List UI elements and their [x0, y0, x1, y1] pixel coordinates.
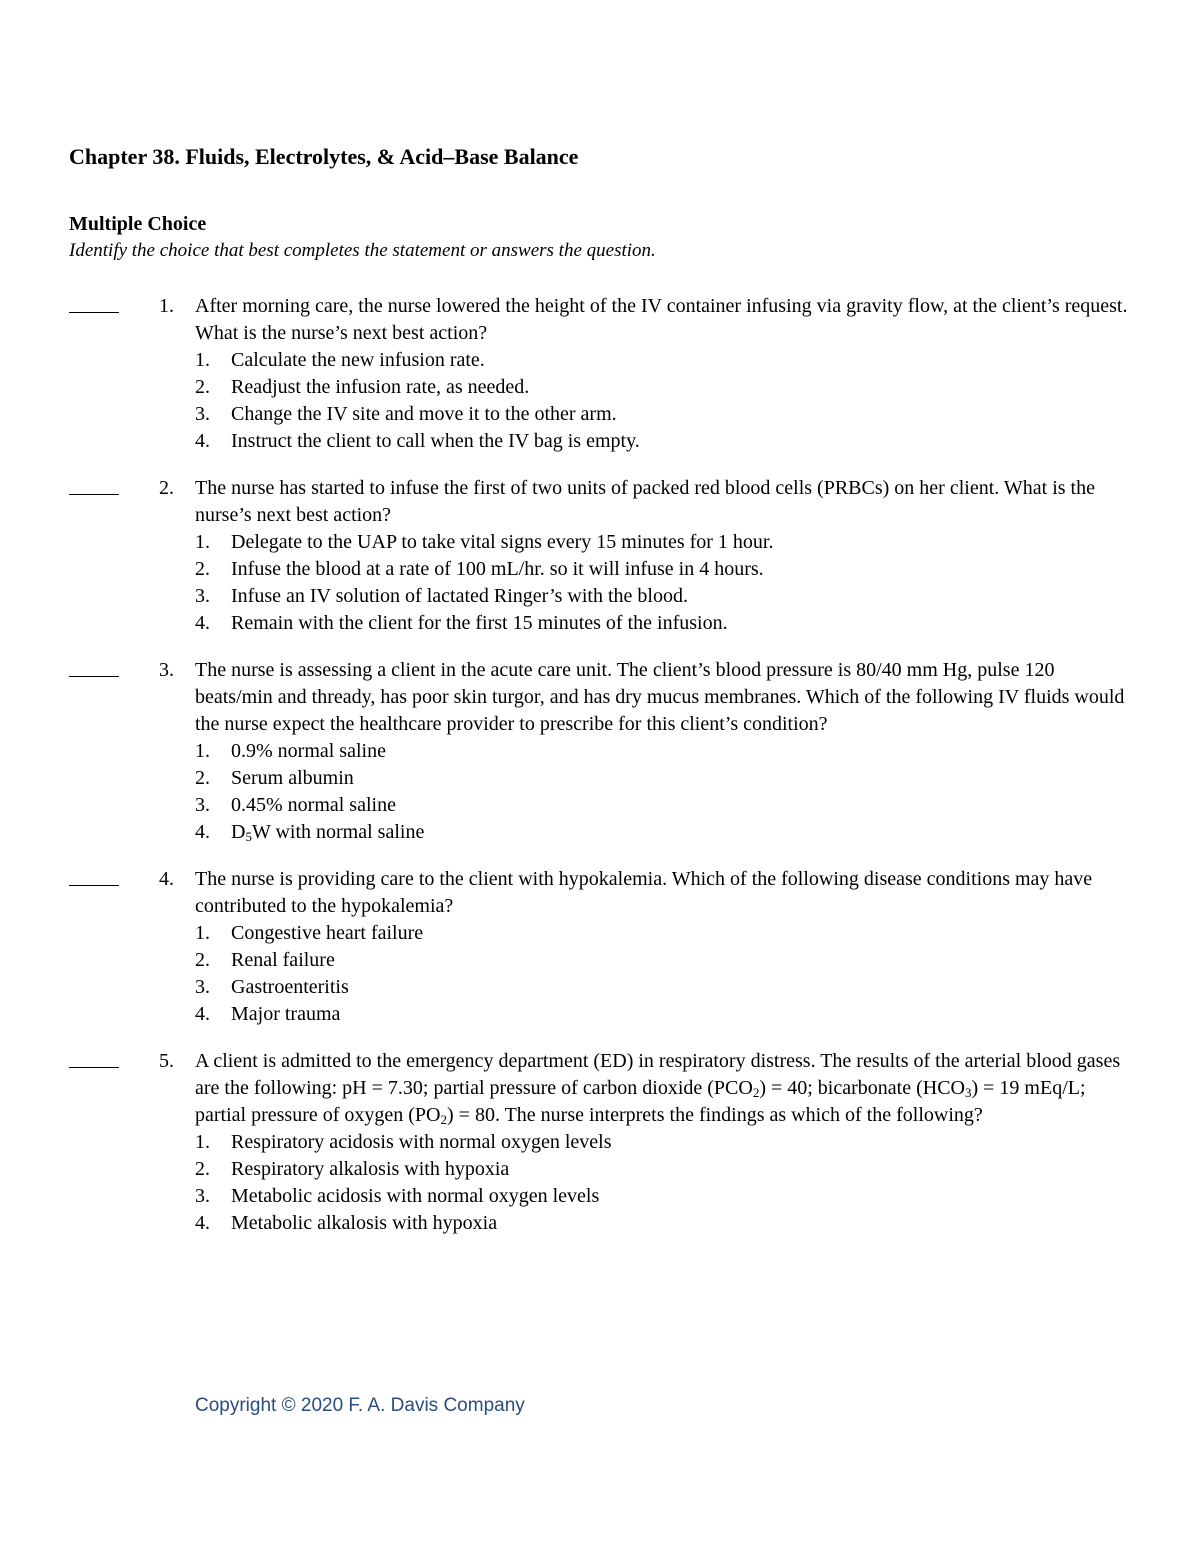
option-number: 2.	[195, 376, 210, 398]
option-number: 1.	[195, 922, 210, 944]
answer-option[interactable]	[195, 529, 1130, 556]
answer-option[interactable]	[195, 347, 1130, 374]
answer-options	[195, 738, 1130, 846]
question-stem	[195, 1048, 1130, 1129]
option-number: 4.	[195, 821, 210, 843]
option-text-part: D	[231, 821, 246, 843]
option-number: 4.	[195, 612, 210, 634]
copyright-footer: Copyright © 2020 F. A. Davis Company	[195, 1395, 525, 1416]
subscript: 5	[245, 829, 252, 844]
option-number: 1.	[195, 740, 210, 762]
option-text: Renal failure	[231, 949, 335, 971]
option-text: Infuse the blood at a rate of 100 mL/hr. so it will infuse in 4 hours.	[231, 558, 764, 580]
option-number: 3.	[195, 1185, 210, 1207]
answer-options	[195, 529, 1130, 637]
option-text	[231, 821, 424, 843]
answer-blank[interactable]	[69, 657, 119, 684]
option-number: 2.	[195, 1158, 210, 1180]
answer-options	[195, 347, 1130, 455]
answer-option[interactable]	[195, 792, 1130, 819]
stem-text-part: ) = 80. The nurse interprets the findings as which of the following?	[447, 1104, 983, 1126]
option-text: Metabolic acidosis with normal oxygen levels	[231, 1185, 600, 1207]
option-number: 3.	[195, 403, 210, 425]
option-text: Major trauma	[231, 1003, 341, 1025]
option-text: Readjust the infusion rate, as needed.	[231, 376, 530, 398]
answer-blank[interactable]	[69, 475, 119, 502]
option-text: Delegate to the UAP to take vital signs every 15 minutes for 1 hour.	[231, 531, 774, 553]
option-text: Change the IV site and move it to the other arm.	[231, 403, 617, 425]
option-text: Gastroenteritis	[231, 976, 349, 998]
question-stem: After morning care, the nurse lowered the height of the IV container infusing via gravity flow, at the client’s request. What is the nurse’s next best action?	[195, 295, 1128, 344]
question-number: 3.	[159, 659, 174, 681]
question-stem: The nurse is providing care to the client with hypokalemia. Which of the following disease conditions may have contributed to the hypokalemia?	[195, 868, 1093, 917]
chapter-title: Chapter 38. Fluids, Electrolytes, & Acid–Base Balance	[69, 144, 579, 169]
question-number: 1.	[159, 295, 174, 317]
option-text-part: W with normal saline	[251, 821, 425, 843]
question-5	[0, 1048, 1200, 1237]
option-number: 1.	[195, 531, 210, 553]
subscript: 2	[752, 1085, 760, 1100]
answer-option[interactable]	[195, 1156, 1130, 1183]
answer-option[interactable]	[195, 1210, 1130, 1237]
question-list	[0, 293, 1200, 1257]
option-number: 2.	[195, 949, 210, 971]
question-4	[0, 866, 1200, 1028]
option-text: 0.45% normal saline	[231, 794, 396, 816]
option-number: 3.	[195, 585, 210, 607]
question-2	[0, 475, 1200, 637]
option-text: Infuse an IV solution of lactated Ringer’s with the blood.	[231, 585, 688, 607]
answer-options	[195, 1129, 1130, 1237]
option-text: Metabolic alkalosis with hypoxia	[231, 1212, 498, 1234]
question-body	[195, 1048, 1130, 1237]
option-text: Congestive heart failure	[231, 922, 424, 944]
question-3	[0, 657, 1200, 846]
answer-blank[interactable]	[69, 293, 119, 320]
section-title: Multiple Choice	[69, 213, 207, 235]
answer-option[interactable]	[195, 974, 1130, 1001]
option-text: Serum albumin	[231, 767, 354, 789]
answer-option[interactable]	[195, 428, 1130, 455]
stem-text-part: A client is admitted to the emergency department (ED) in respiratory distress. The results of the arterial blood gases are the following: pH = 7.30; partial pressure of carbon dioxide (PCO	[195, 1050, 1121, 1099]
stem-text-part: ) = 19 mEq/L; partial pressure of oxygen (PO	[195, 1077, 1086, 1126]
question-body	[195, 475, 1130, 637]
answer-option[interactable]	[195, 765, 1130, 792]
subscript: 2	[440, 1112, 447, 1127]
question-body	[195, 293, 1130, 455]
option-number: 2.	[195, 767, 210, 789]
answer-blank[interactable]	[69, 1048, 119, 1075]
option-number: 3.	[195, 794, 210, 816]
answer-option[interactable]	[195, 738, 1130, 765]
question-stem: The nurse has started to infuse the first of two units of packed red blood cells (PRBCs) on her client. What is the nurse’s next best action?	[195, 477, 1095, 526]
option-number: 4.	[195, 1212, 210, 1234]
answer-option[interactable]	[195, 920, 1130, 947]
option-number: 1.	[195, 1131, 210, 1153]
stem-text-part: ) = 40; bicarbonate (HCO	[759, 1077, 965, 1099]
question-number: 5.	[159, 1050, 174, 1072]
option-text: 0.9% normal saline	[231, 740, 386, 762]
option-text: Calculate the new infusion rate.	[231, 349, 485, 371]
answer-blank[interactable]	[69, 866, 119, 893]
question-number: 2.	[159, 477, 174, 499]
option-text: Respiratory acidosis with normal oxygen levels	[231, 1131, 612, 1153]
option-number: 1.	[195, 349, 210, 371]
instructions: Identify the choice that best completes the statement or answers the question.	[69, 240, 656, 261]
option-number: 2.	[195, 558, 210, 580]
option-text: Remain with the client for the first 15 minutes of the infusion.	[231, 612, 728, 634]
answer-option[interactable]	[195, 819, 1130, 846]
option-number: 4.	[195, 430, 210, 452]
question-stem: The nurse is assessing a client in the acute care unit. The client’s blood pressure is 80/40 mm Hg, pulse 120 beats/min and thready, has poor skin turgor, and has dry mucus membranes. Which of the following IV fluids would the nurse expect the healthcare provider to prescribe for this client’s condition?	[195, 659, 1125, 735]
answer-option[interactable]	[195, 401, 1130, 428]
question-number: 4.	[159, 868, 174, 890]
question-body	[195, 657, 1130, 846]
option-number: 4.	[195, 1003, 210, 1025]
answer-option[interactable]	[195, 610, 1130, 637]
answer-option[interactable]	[195, 374, 1130, 401]
answer-option[interactable]	[195, 1129, 1130, 1156]
option-text: Respiratory alkalosis with hypoxia	[231, 1158, 510, 1180]
question-1	[0, 293, 1200, 455]
answer-option[interactable]	[195, 1183, 1130, 1210]
answer-option[interactable]	[195, 583, 1130, 610]
option-number: 3.	[195, 976, 210, 998]
answer-option[interactable]	[195, 947, 1130, 974]
option-text: Instruct the client to call when the IV bag is empty.	[231, 430, 640, 452]
answer-options	[195, 920, 1130, 1028]
answer-option[interactable]	[195, 556, 1130, 583]
question-body	[195, 866, 1130, 1028]
subscript: 3	[964, 1085, 972, 1100]
answer-option[interactable]	[195, 1001, 1130, 1028]
